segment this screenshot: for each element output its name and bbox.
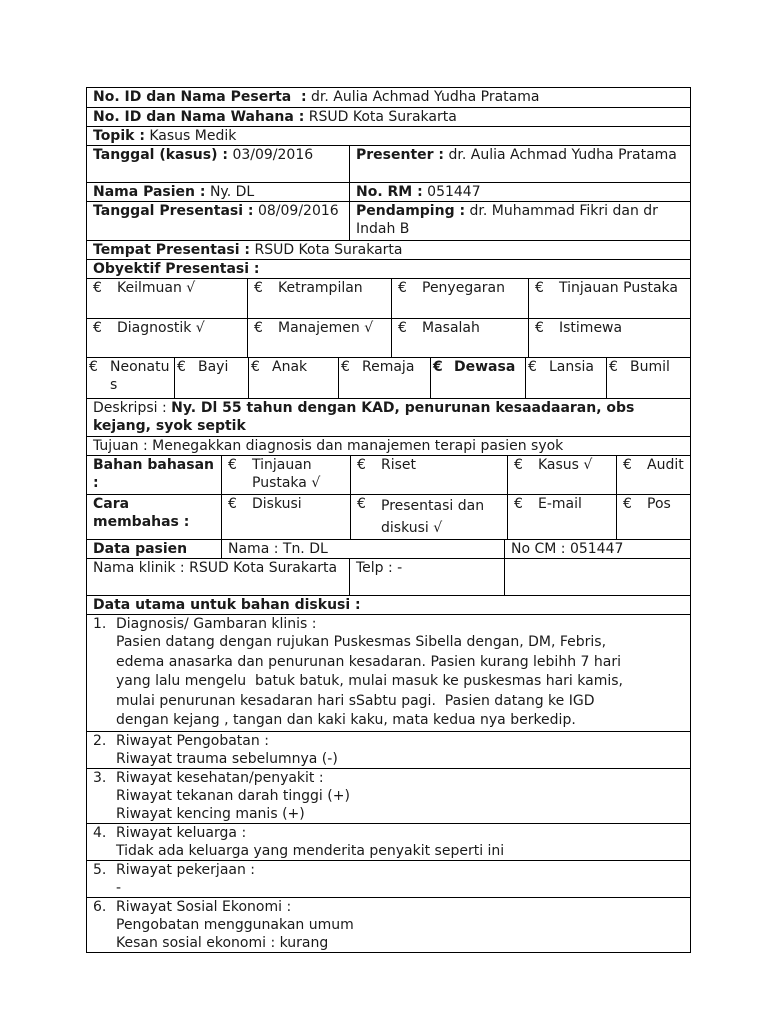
peserta-cell — [87, 88, 691, 108]
cara-option-pos — [617, 495, 691, 540]
option-label: Neonatus — [110, 359, 170, 393]
option-label: Istimewa — [559, 320, 623, 336]
cara-option-diskusi — [222, 495, 351, 540]
bahan-label-cell — [87, 456, 222, 495]
option-label: Pos — [647, 496, 671, 512]
checkbox-bullet-icon: € — [433, 359, 443, 375]
option-penyegaran — [392, 279, 529, 319]
bahan-option-audit — [617, 456, 691, 495]
checkbox-bullet-icon: € — [89, 359, 98, 375]
option-label: Remaja — [362, 359, 415, 375]
header-table — [86, 87, 691, 146]
option-dewasa — [431, 358, 526, 399]
item-line: Pasien datang dengan rujukan Puskesmas Sibella dengan, DM, Febris, — [116, 634, 607, 650]
item-line: edema anasarka dan penurunan kesadaran. Pasien kurang lebihh 7 hari — [116, 653, 621, 670]
item-line: Riwayat tekanan darah tinggi (+) — [116, 787, 350, 804]
tanggal-presentasi-value: 08/09/2016 — [257, 203, 339, 219]
case-report-form — [86, 87, 690, 953]
bahan-option-riset — [351, 456, 508, 495]
checkbox-bullet-icon: € — [535, 280, 544, 296]
item-line: Riwayat kencing manis (+) — [116, 805, 305, 822]
cara-option-presentasi — [351, 495, 508, 540]
tanggal-kasus-label: Tanggal (kasus) : — [93, 147, 228, 163]
item-title: Riwayat pekerjaan : — [116, 861, 256, 878]
data-pasien-label-cell — [87, 540, 222, 559]
presenter-cell — [350, 146, 691, 183]
option-label: Presentasi dan diskusi √ — [381, 498, 485, 536]
checkbox-bullet-icon: € — [535, 320, 544, 336]
checkbox-bullet-icon: € — [341, 359, 350, 375]
option-label: Audit — [647, 457, 684, 473]
tanggal-presentasi-cell — [87, 202, 350, 241]
item-number: 2. — [93, 732, 107, 749]
option-label: Tinjauan Pustaka — [559, 280, 678, 296]
tempat-value: RSUD Kota Surakarta — [254, 242, 403, 258]
item-number: 4. — [93, 824, 107, 841]
option-lansia — [526, 358, 607, 399]
bahan-cara-table — [86, 455, 691, 540]
cara-label: Cara membahas : — [93, 496, 190, 530]
diskusi-item-5 — [87, 860, 691, 897]
presenter-label: Presenter : — [356, 147, 445, 163]
telp-cell — [350, 559, 505, 596]
data-pasien-table — [86, 539, 691, 559]
presenter-value: dr. Aulia Achmad Yudha Pratama — [448, 147, 677, 163]
checkbox-bullet-icon: € — [623, 457, 632, 473]
item-title: Riwayat Pengobatan : — [116, 732, 269, 749]
topik-label: Topik : — [93, 128, 145, 144]
no-rm-cell — [350, 183, 691, 202]
option-bayi — [175, 358, 249, 399]
cara-option-email — [508, 495, 617, 540]
data-pasien-no-cm: No CM : 051447 — [511, 541, 624, 557]
option-label: Anak — [272, 359, 308, 375]
tempat-label: Tempat Presentasi : — [93, 242, 251, 258]
age-group-table — [86, 357, 691, 399]
checkbox-bullet-icon: € — [609, 359, 618, 375]
item-line: Kesan sosial ekonomi : kurang — [116, 934, 329, 951]
tanggal-kasus-value: 03/09/2016 — [232, 147, 314, 163]
checkbox-bullet-icon: € — [254, 280, 263, 296]
wahana-value: RSUD Kota Surakarta — [308, 109, 457, 125]
checkbox-bullet-icon: € — [514, 496, 523, 512]
diskusi-title: Data utama untuk bahan diskusi : — [93, 597, 361, 613]
option-label: Diagnostik √ — [117, 320, 205, 336]
deskripsi-value: Ny. Dl 55 tahun dengan KAD, penurunan kesaadaaran, obs kejang, syok septik — [93, 400, 635, 434]
data-pasien-nama-cell — [222, 540, 505, 559]
item-title: Diagnosis/ Gambaran klinis : — [116, 616, 317, 632]
option-anak — [249, 358, 339, 399]
option-label: Ketrampilan — [278, 280, 363, 296]
checkbox-bullet-icon: € — [254, 320, 263, 336]
option-label: Tinjauan Pustaka √ — [252, 457, 321, 491]
checkbox-bullet-icon: € — [251, 359, 260, 375]
wahana-cell — [87, 108, 691, 127]
pendamping-label: Pendamping : — [356, 203, 466, 219]
item-line: dengan kejang , tangan dan kaki kaku, mata kedua nya berkedip. — [116, 712, 576, 728]
nama-pasien-cell — [87, 183, 350, 202]
topik-cell — [87, 127, 691, 146]
option-label: Keilmuan √ — [117, 280, 196, 296]
item-number: 3. — [93, 769, 107, 786]
item-line: yang lalu mengelu batuk batuk, mulai masuk ke puskesmas hari kamis, — [116, 673, 623, 689]
option-masalah — [392, 319, 529, 358]
item-title: Riwayat kesehatan/penyakit : — [116, 769, 324, 786]
option-label: Lansia — [549, 359, 595, 375]
option-istimewa — [529, 319, 691, 358]
checkbox-bullet-icon: € — [514, 457, 523, 473]
option-ketrampilan — [248, 279, 392, 319]
tujuan-text: Tujuan : Menegakkan diagnosis dan manajemen terapi pasien syok — [93, 438, 564, 454]
option-bumil — [607, 358, 691, 399]
tempat-cell — [87, 241, 691, 260]
no-rm-label: No. RM : — [356, 184, 423, 200]
klinik-table — [86, 558, 691, 596]
diskusi-item-6 — [87, 897, 691, 952]
tujuan-cell — [87, 437, 691, 456]
checkbox-bullet-icon: € — [93, 280, 102, 296]
obyektif-title — [87, 260, 691, 279]
bahan-option-kasus — [508, 456, 617, 495]
diskusi-table — [86, 595, 691, 953]
diskusi-item-2 — [87, 731, 691, 768]
empty-cell — [505, 559, 691, 596]
item-line: mulai penurunan kesadaran hari sSabtu pagi. Pasien datang ke IGD — [116, 692, 595, 709]
diskusi-item-4 — [87, 823, 691, 860]
bahan-label: Bahan bahasan : — [93, 457, 215, 491]
item-number: 5. — [93, 861, 107, 878]
tanggal-kasus-cell — [87, 146, 350, 183]
peserta-label: No. ID dan Nama Peserta : — [93, 89, 307, 105]
item-title: Riwayat keluarga : — [116, 824, 247, 841]
data-pasien-label: Data pasien — [93, 541, 188, 557]
option-label: Diskusi — [252, 496, 302, 512]
option-label: Bumil — [630, 359, 670, 375]
pendamping-value: dr. Muhammad Fikri dan dr Indah B — [356, 203, 658, 237]
checkbox-bullet-icon: € — [228, 496, 237, 512]
tanggal-presentasi-label: Tanggal Presentasi : — [93, 203, 254, 219]
telp-text: Telp : - — [356, 560, 403, 576]
checkbox-bullet-icon: € — [228, 457, 237, 473]
item-line: Tidak ada keluarga yang menderita penyakit seperti ini — [116, 842, 505, 859]
item-number: 6. — [93, 898, 107, 915]
cara-label-cell — [87, 495, 222, 540]
obyektif-title-text: Obyektif Presentasi : — [93, 261, 260, 277]
diskusi-item-1 — [87, 615, 691, 732]
option-keilmuan — [87, 279, 248, 319]
option-label: Penyegaran — [422, 280, 506, 296]
option-label: Manajemen √ — [278, 320, 374, 336]
option-tinjauan-pustaka — [529, 279, 691, 319]
option-remaja — [339, 358, 431, 399]
checkbox-bullet-icon: € — [398, 320, 407, 336]
klinik-cell — [87, 559, 350, 596]
option-label: Kasus √ — [538, 457, 593, 473]
peserta-value: dr. Aulia Achmad Yudha Pratama — [311, 89, 540, 105]
checkbox-bullet-icon: € — [357, 457, 366, 473]
checkbox-bullet-icon: € — [93, 320, 102, 336]
item-number: 1. — [93, 616, 107, 632]
option-diagnostik — [87, 319, 248, 358]
item-line: - — [116, 879, 122, 896]
option-neonatus — [87, 358, 175, 399]
tempat-table — [86, 240, 691, 279]
data-pasien-no-cm-cell — [505, 540, 691, 559]
checkbox-bullet-icon: € — [177, 359, 186, 375]
deskripsi-table — [86, 398, 691, 456]
bahan-option-tinjauan — [222, 456, 351, 495]
klinik-text: Nama klinik : RSUD Kota Surakarta — [93, 560, 338, 576]
checkbox-bullet-icon: € — [528, 359, 537, 375]
nama-pasien-label: Nama Pasien : — [93, 184, 206, 200]
case-info-table — [86, 145, 691, 241]
diskusi-title-cell — [87, 596, 691, 615]
obyektif-options-table — [86, 278, 691, 358]
diskusi-item-3 — [87, 768, 691, 823]
data-pasien-nama: Nama : Tn. DL — [228, 541, 328, 557]
option-label: E-mail — [538, 496, 582, 512]
wahana-label: No. ID dan Nama Wahana : — [93, 109, 305, 125]
item-line: Pengobatan menggunakan umum — [116, 916, 354, 933]
checkbox-bullet-icon: € — [398, 280, 407, 296]
pendamping-cell — [350, 202, 691, 241]
option-manajemen — [248, 319, 392, 358]
option-label: Masalah — [422, 320, 480, 336]
checkbox-bullet-icon: € — [357, 496, 366, 512]
nama-pasien-value: Ny. DL — [209, 184, 255, 200]
option-label: Riset — [381, 457, 417, 473]
deskripsi-label: Deskripsi : — [93, 400, 167, 416]
deskripsi-cell — [87, 399, 691, 437]
option-label: Bayi — [198, 359, 229, 375]
topik-value: Kasus Medik — [149, 128, 237, 144]
no-rm-value: 051447 — [427, 184, 481, 200]
checkbox-bullet-icon: € — [623, 496, 632, 512]
option-label: Dewasa — [454, 359, 516, 375]
item-line: Riwayat trauma sebelumnya (-) — [116, 750, 338, 767]
item-title: Riwayat Sosial Ekonomi : — [116, 898, 292, 915]
